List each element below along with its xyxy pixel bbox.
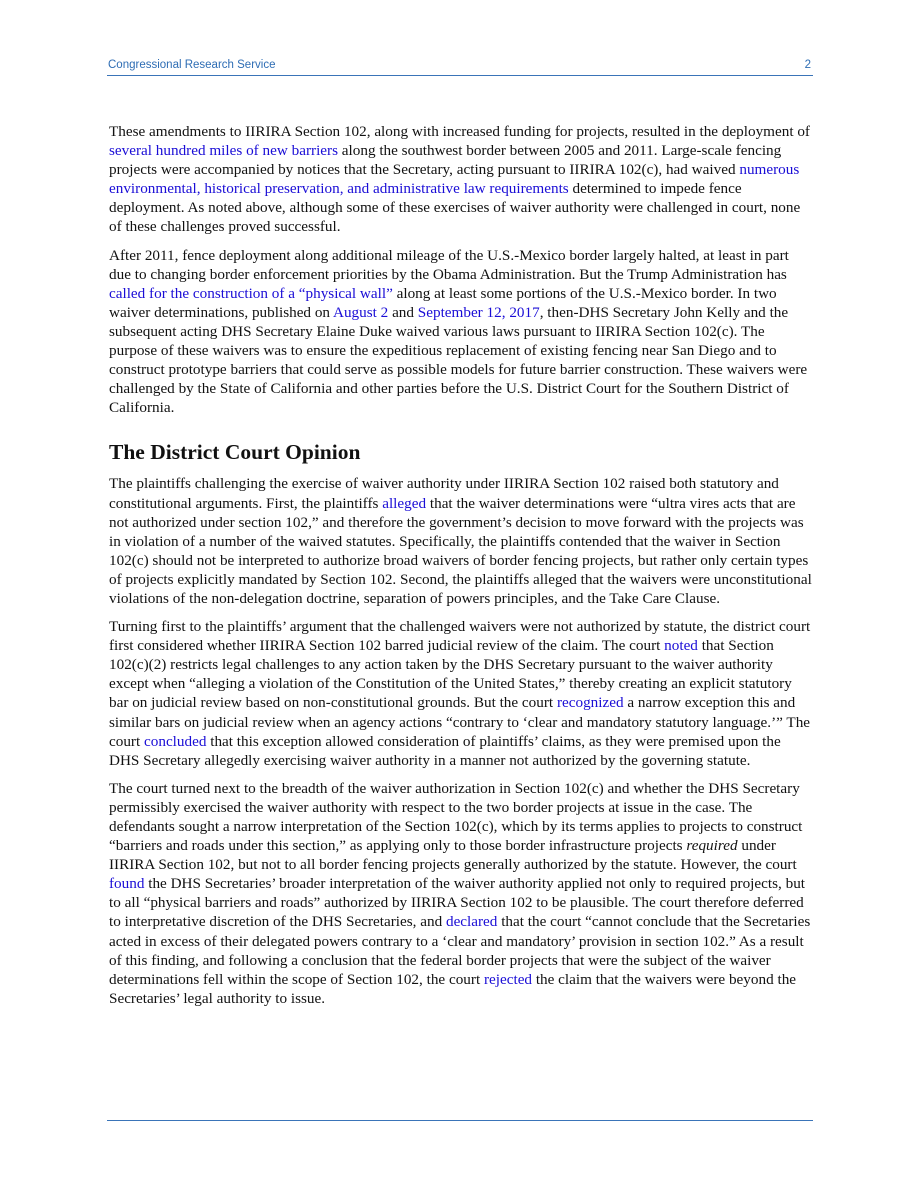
- paragraph-5: [109, 779, 813, 1008]
- text-run: The plaintiffs challenging the exercise of waiver authority under IIRIRA Section 102 raised both statutory and constitutional arguments. First, the plaintiffs: [109, 475, 779, 512]
- emphasis-required: required: [686, 837, 738, 855]
- link-found[interactable]: found: [109, 875, 145, 893]
- text-run: that this exception allowed consideration of plaintiffs’ claims, as they were premised upon the DHS Secretary allegedly exercising waiver authority in a manner not authorized by the governing statute.: [109, 732, 781, 769]
- link-noted[interactable]: noted: [664, 637, 698, 655]
- paragraph-3: [109, 474, 813, 608]
- paragraph-1: [109, 122, 813, 237]
- text-run: These amendments to IIRIRA Section 102, along with increased funding for projects, resulted in the deployment of: [109, 123, 810, 140]
- link-recognized[interactable]: recognized: [556, 694, 624, 712]
- text-run: along the southwest border between 2005 and 2011. Large-scale fencing projects were accompanied by notices that the Secretary, acting pursuant to IIRIRA 102(c), had waived: [109, 142, 782, 179]
- link-rejected[interactable]: rejected: [483, 970, 533, 988]
- section-heading: The District Court Opinion: [109, 440, 361, 465]
- link-august-2[interactable]: August 2: [332, 303, 389, 321]
- text-run: and: [388, 303, 418, 321]
- document-body: [109, 122, 813, 1017]
- text-run: The court turned next to the breadth of the waiver authorization in Section 102(c) and whether the DHS Secretary permissibly exercised the waiver authority with respect to the two border projects at issue in the case. The defendants sought a narrow interpretation of the Section 102(c), which by its terms applies to projects to construct “barriers and roads under this section,” as applying only to those border infrastructure projects: [109, 779, 803, 855]
- page-number: 2: [804, 59, 811, 71]
- link-waived-requirements[interactable]: numerous environmental, historical preservation, and administrative law requirements: [109, 161, 800, 198]
- page-header: [107, 57, 813, 76]
- text-run: along at least some portions of the U.S.-Mexico border. In two waiver determinations, published on: [109, 284, 777, 321]
- link-physical-wall[interactable]: called for the construction of a “physical wall”: [109, 284, 393, 302]
- header-org-name: Congressional Research Service: [108, 59, 276, 71]
- text-run: determined to impede fence deployment. As noted above, although some of these exercises of waiver authority were challenged in court, none of these challenges proved successful.: [109, 180, 801, 236]
- paragraph-2: [109, 246, 813, 418]
- text-run: , then-DHS Secretary John Kelly and the subsequent acting DHS Secretary Elaine Duke waived various laws pursuant to IIRIRA Section 102(c). The purpose of these waivers was to ensure the expeditious replacement of existing fencing near San Diego and to construct prototype barriers that could serve as possible models for future barrier construction. These waivers were challenged by the State of California and other parties before the U.S. District Court for the Southern District of California.: [109, 303, 808, 417]
- text-run: under IIRIRA Section 102, but not to all border fencing projects generally authorized by the statute. However, the court: [109, 837, 797, 874]
- text-run: a narrow exception this and similar bars on judicial review when an agency actions “contrary to ‘clear and mandatory statutory language.’” The court: [109, 694, 811, 750]
- text-run: the claim that the waivers were beyond the Secretaries’ legal authority to issue.: [109, 970, 797, 1007]
- paragraph-4: [109, 617, 813, 770]
- text-run: the DHS Secretaries’ broader interpretation of the waiver authority applied not only to required projects, but to all “physical barriers and roads” authorized by IIRIRA Section 102 to be plausible. The court therefore deferred to interpretative discretion of the DHS Secretaries, and: [109, 875, 806, 931]
- link-declared[interactable]: declared: [445, 913, 498, 931]
- link-september-12-2017[interactable]: September 12, 2017: [417, 303, 540, 321]
- text-run: After 2011, fence deployment along additional mileage of the U.S.-Mexico border largely halted, at least in part due to changing border enforcement priorities by the Obama Administration. But the Trump Administration has: [109, 246, 789, 283]
- link-new-barriers[interactable]: several hundred miles of new barriers: [109, 142, 338, 160]
- footer-divider: [107, 1120, 813, 1121]
- text-run: that the court “cannot conclude that the Secretaries acted in excess of their delegated powers contrary to a ‘clear and mandatory’ provision in section 102.” As a result of this finding, and following a conclusion that the federal border projects that were the subject of the waiver determinations fell within the scope of Section 102, the court: [109, 913, 811, 988]
- text-run: that Section 102(c)(2) restricts legal challenges to any action taken by the DHS Secretary pursuant to the waiver authority except when “alleging a violation of the Constitution of the United States,” thereby creating an explicit statutory bar on judicial review based on non-constitutional grounds. But the court: [109, 637, 792, 712]
- link-concluded[interactable]: concluded: [144, 732, 207, 750]
- link-alleged[interactable]: alleged: [382, 494, 427, 512]
- text-run: Turning first to the plaintiffs’ argument that the challenged waivers were not authorized by statute, the district court first considered whether IIRIRA Section 102 barred judicial review of the claim. The court: [109, 618, 811, 655]
- text-run: that the waiver determinations were “ultra vires acts that are not authorized under section 102,” and therefore the government’s decision to move forward with the projects was in violation of a number of the waived statutes. Specifically, the plaintiffs contended that the waiver in Section 102(c) should not be interpreted to authorize broad waivers of border fencing projects, but rather only certain types of projects explicitly mandated by Section 102. Second, the plaintiffs alleged that the waivers were unconstitutional violations of the non-delegation doctrine, separation of powers principles, and the Take Care Clause.: [109, 494, 812, 607]
